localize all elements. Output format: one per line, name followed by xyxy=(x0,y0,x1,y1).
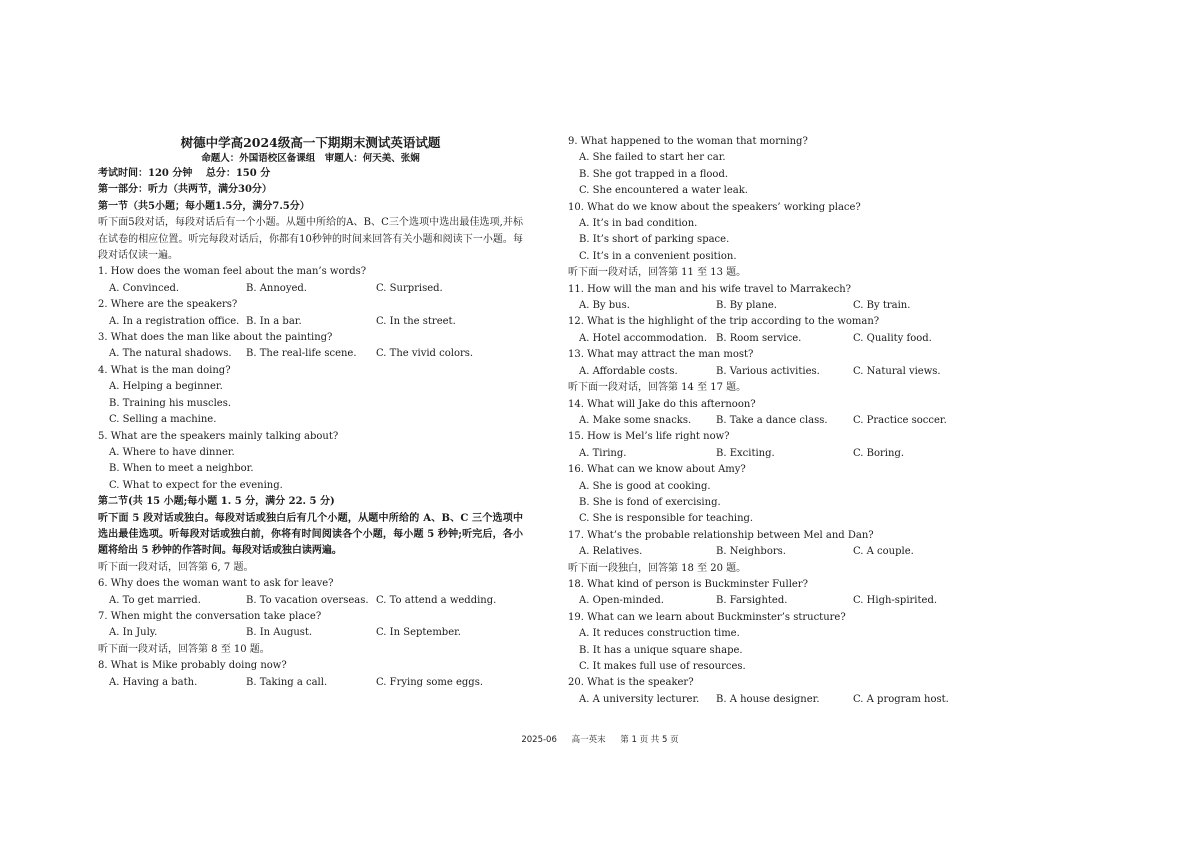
question-18: 18. What kind of person is Buckminster Fuller? xyxy=(568,578,808,590)
question-4: 4. What is the man doing? xyxy=(98,364,231,376)
option-a: A. In July. xyxy=(109,627,158,639)
options-17 xyxy=(568,544,958,560)
exam-info: 考试时间：120 分钟 总分：150 分 xyxy=(98,168,271,179)
option-a: A. By bus. xyxy=(579,300,630,312)
option-a: A. Relatives. xyxy=(579,546,643,558)
question-2: 2. Where are the speakers? xyxy=(98,299,238,311)
option-b: B. It’s short of parking space. xyxy=(579,234,730,246)
option-b: B. Room service. xyxy=(716,332,802,344)
option-a: A. She is good at cooking. xyxy=(579,480,711,492)
option-a: A. Affordable costs. xyxy=(579,365,678,377)
option-c: C. What to expect for the evening. xyxy=(109,479,283,491)
question-14: 14. What will Jake do this afternoon? xyxy=(568,398,756,410)
option-b: B. Training his muscles. xyxy=(109,397,232,409)
options-18 xyxy=(568,593,958,609)
option-a: A. Convinced. xyxy=(109,282,180,294)
question-19: 19. What can we learn about Buckminster’s structure? xyxy=(568,611,846,623)
note-11-13: 听下面一段对话，回答第 11 至 13 题。 xyxy=(568,267,747,279)
option-c: C. Boring. xyxy=(853,447,905,459)
option-c: C. She is responsible for teaching. xyxy=(579,513,754,525)
question-12: 12. What is the highlight of the trip according to the woman? xyxy=(568,316,880,328)
option-c: C. She encountered a water leak. xyxy=(579,185,748,197)
options-3 xyxy=(98,346,523,362)
option-b: B. Exciting. xyxy=(716,447,775,459)
note-14-17: 听下面一段对话，回答第 14 至 17 题。 xyxy=(568,382,747,394)
part1-heading: 第一部分：听力（共两节，满分30分） xyxy=(98,184,272,196)
option-c: C. Natural views. xyxy=(853,365,941,377)
option-a: A. Tiring. xyxy=(579,447,627,459)
note-6-7: 听下面一段对话，回答第 6, 7 题。 xyxy=(98,561,254,573)
question-3: 3. What does the man like about the painting? xyxy=(98,332,333,344)
option-a: A. Make some snacks. xyxy=(579,414,692,426)
option-a: A. She failed to start her car. xyxy=(579,152,726,164)
options-14 xyxy=(568,413,958,429)
option-a: A. Open-minded. xyxy=(579,595,664,607)
option-c: C. Surprised. xyxy=(376,282,443,294)
question-15: 15. How is Mel’s life right now? xyxy=(568,431,730,443)
footer-page-number: 第 1 页 共 5 页 xyxy=(620,735,679,745)
footer-exam: 高一英末 xyxy=(571,735,606,745)
left-column xyxy=(98,134,523,691)
option-c: C. Quality food. xyxy=(853,332,932,344)
option-b: B. Neighbors. xyxy=(716,546,786,558)
option-b: B. A house designer. xyxy=(716,693,820,705)
option-a: A. Where to have dinner. xyxy=(109,446,235,458)
option-b: B. Annoyed. xyxy=(246,282,307,294)
question-10: 10. What do we know about the speakers’ working place? xyxy=(568,201,861,213)
option-b: B. In a bar. xyxy=(246,315,302,327)
option-b: B. She is fond of exercising. xyxy=(579,496,721,508)
option-c: C. Frying some eggs. xyxy=(376,676,484,688)
option-a: A. In a registration office. xyxy=(109,315,240,327)
option-c: C. Practice soccer. xyxy=(853,414,947,426)
option-c: C. In the street. xyxy=(376,315,456,327)
option-c: C. To attend a wedding. xyxy=(376,594,497,606)
option-b: B. When to meet a neighbor. xyxy=(109,463,254,475)
option-b: B. In August. xyxy=(246,627,313,639)
note-18-20: 听下面一段独白，回答第 18 至 20 题。 xyxy=(568,562,747,574)
options-11 xyxy=(568,298,958,314)
option-c: C. In September. xyxy=(376,627,461,639)
option-a: A. The natural shadows. xyxy=(109,348,232,360)
options-2 xyxy=(98,314,523,330)
question-8: 8. What is Mike probably doing now? xyxy=(98,660,287,672)
question-20: 20. What is the speaker? xyxy=(568,677,694,689)
right-column xyxy=(568,134,958,708)
option-a: A. It reduces construction time. xyxy=(579,628,740,640)
options-7 xyxy=(98,625,523,641)
section1-heading: 第一节（共5小题；每小题1.5分，满分7.5分） xyxy=(98,200,310,212)
section1-instructions: 听下面5段对话，每段对话后有一个小题。从题中所给的A、B、C三个选项中选出最佳选项,并标在试卷的相应位置。听完每段对话后，你都有10秒钟的时间来回答有关小题和阅读下一小题。每段对话仅读一遍。 xyxy=(98,217,523,262)
option-c: C. Selling a machine. xyxy=(109,414,217,426)
question-17: 17. What’s the probable relationship between Mel and Dan? xyxy=(568,529,874,541)
option-a: A. Having a bath. xyxy=(109,676,198,688)
option-a: A. A university lecturer. xyxy=(579,693,700,705)
options-6 xyxy=(98,593,523,609)
option-c: C. It’s in a convenient position. xyxy=(579,250,737,262)
section2-heading: 第二节(共 15 小题;每小题 1. 5 分，满分 22. 5 分) xyxy=(98,496,335,508)
option-c: C. A couple. xyxy=(853,546,914,558)
note-8-10: 听下面一段对话，回答第 8 至 10 题。 xyxy=(98,643,270,655)
options-12 xyxy=(568,331,958,347)
options-8 xyxy=(98,675,523,691)
question-13: 13. What may attract the man most? xyxy=(568,349,754,361)
option-c: C. A program host. xyxy=(853,693,949,705)
option-b: B. It has a unique square shape. xyxy=(579,644,743,656)
question-11: 11. How will the man and his wife travel to Marrakech? xyxy=(568,283,852,295)
section2-instructions: 听下面 5 段对话或独白。每段对话或独白后有几个小题，从题中所给的 A、B、C 三个选项中选出最佳选项。听每段对话或独白前，你将有时间阅读各个小题，每小题 5 秒钟;听完后，各小题将给出 5 秒钟的作答时间。每段对话或独白读两遍。 xyxy=(98,512,523,557)
option-b: B. Taking a call. xyxy=(246,676,328,688)
footer-date: 2025-06 xyxy=(521,735,557,745)
question-16: 16. What can we know about Amy? xyxy=(568,464,746,476)
option-c: C. The vivid colors. xyxy=(376,348,474,360)
option-b: B. Farsighted. xyxy=(716,595,788,607)
exam-authors: 命题人：外国语校区备课组 审题人：何天美、张娴 xyxy=(201,153,420,164)
options-1 xyxy=(98,281,523,297)
options-15 xyxy=(568,446,958,462)
question-9: 9. What happened to the woman that morning? xyxy=(568,136,808,147)
option-b: B. Take a dance class. xyxy=(716,414,828,426)
options-20 xyxy=(568,692,958,708)
question-5: 5. What are the speakers mainly talking about? xyxy=(98,430,339,442)
question-1: 1. How does the woman feel about the man’s words? xyxy=(98,266,367,278)
option-a: A. To get married. xyxy=(109,594,201,606)
question-7: 7. When might the conversation take place? xyxy=(98,610,322,622)
option-a: A. Helping a beginner. xyxy=(109,381,223,393)
option-b: B. To vacation overseas. xyxy=(246,594,369,606)
options-13 xyxy=(568,364,958,380)
exam-title: 树德中学高2024级高一下期期末测试英语试题 xyxy=(180,135,441,150)
option-a: A. Hotel accommodation. xyxy=(579,332,708,344)
option-c: C. By train. xyxy=(853,300,911,312)
option-b: B. She got trapped in a flood. xyxy=(579,168,729,180)
page-footer xyxy=(0,733,1200,745)
option-c: C. It makes full use of resources. xyxy=(579,661,746,672)
question-6: 6. Why does the woman want to ask for leave? xyxy=(98,578,334,590)
option-b: B. Various activities. xyxy=(716,365,820,377)
option-a: A. It’s in bad condition. xyxy=(579,218,698,230)
option-b: B. By plane. xyxy=(716,300,777,312)
option-b: B. The real-life scene. xyxy=(246,348,357,360)
option-c: C. High-spirited. xyxy=(853,595,938,607)
